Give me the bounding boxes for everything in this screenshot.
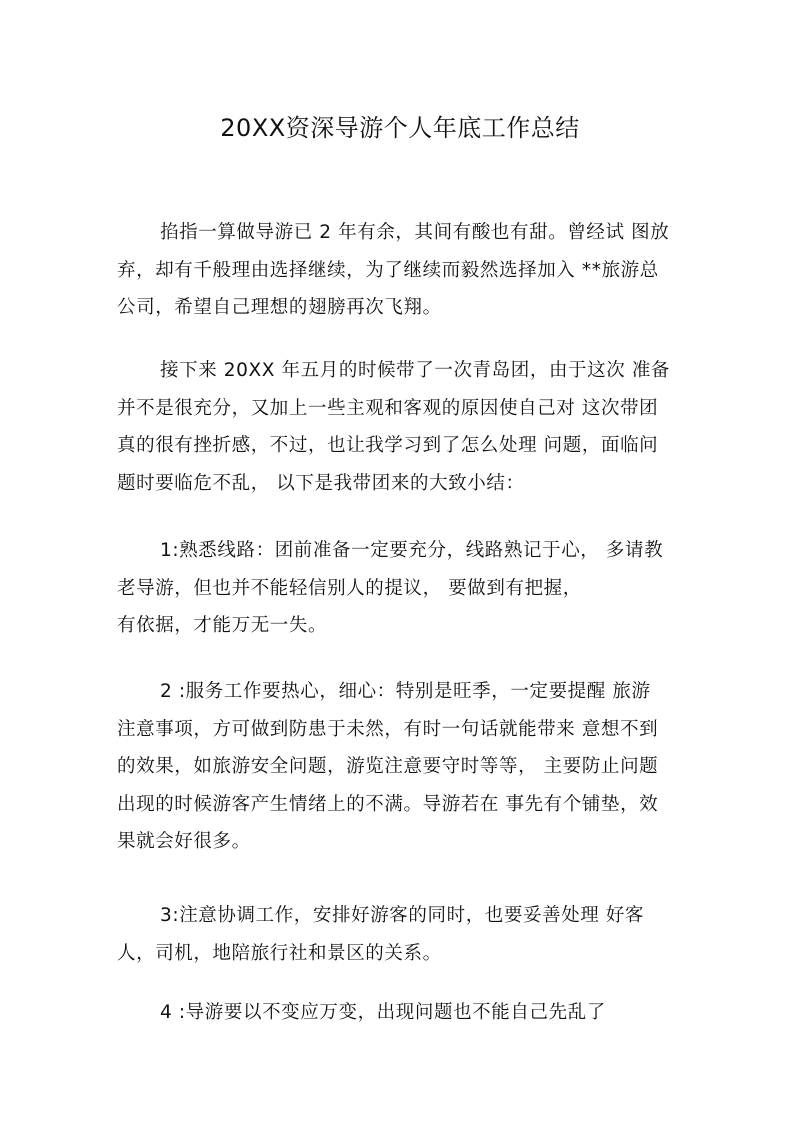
paragraph-point-1 (117, 532, 692, 645)
paragraph-line: 的效果，如旅游安全问题，游览注意要守时等等， 主要防止问题 (117, 756, 659, 777)
paragraph-line: 老导游，但也并不能轻信别人的提议， 要做到有把握， (117, 577, 582, 599)
paragraph-qingdao-tour (117, 352, 692, 502)
paragraph-line: 果就会好很多。 (117, 831, 251, 852)
paragraph-point-4 (117, 994, 692, 1032)
paragraph-point-3 (117, 897, 692, 972)
paragraph-line: 4 :导游要以不变应万变，出现问题也不能自己先乱了 (160, 1002, 606, 1023)
paragraph-line: 2 :服务工作要热心，细心：特别是旺季，一定要提醒 旅游 (160, 681, 651, 702)
paragraph-line: 3:注意协调工作，安排好游客的同时，也要妥善处理 好客 (160, 905, 645, 926)
paragraph-line: 有依据，才能万无一失。 (117, 615, 328, 636)
paragraph-line: 并不是很充分，又加上一些主观和客观的原因使自己对 这次带团 (117, 397, 659, 419)
document-title: 20XX资深导游个人年底工作总结 (220, 114, 580, 142)
paragraph-line: 题时要临危不乱， 以下是我带团来的大致小结： (117, 472, 525, 494)
paragraph-line: 出现的时候游客产生情绪上的不满。导游若在 事先有个铺垫，效 (117, 793, 659, 815)
paragraph-line: 注意事项，方可做到防患于未然，有时一句话就能带来 意想不到 (117, 718, 659, 740)
paragraph-line: 公司，希望自己理想的翅膀再次飞翔。 (117, 297, 442, 318)
paragraph-line: 弃，却有千般理由选择继续，为了继续而毅然选择加入 **旅游总 (117, 259, 659, 281)
paragraph-line: 掐指一算做导游已 2 年有余，其间有酸也有甜。曾经试 图放 (160, 222, 670, 243)
paragraph-intro (117, 214, 692, 327)
paragraph-line: 真的很有挫折感，不过，也让我学习到了怎么处理 问题，面临问 (117, 435, 659, 456)
paragraph-line: 人，司机，地陪旅行社和景区的关系。 (117, 942, 442, 964)
paragraph-line: 1:熟悉线路：团前准备一定要充分，线路熟记于心， 多请教 (160, 540, 664, 561)
paragraph-point-2 (117, 673, 692, 861)
paragraph-line: 接下来 20XX 年五月的时候带了一次青岛团，由于这次 准备 (160, 360, 671, 381)
